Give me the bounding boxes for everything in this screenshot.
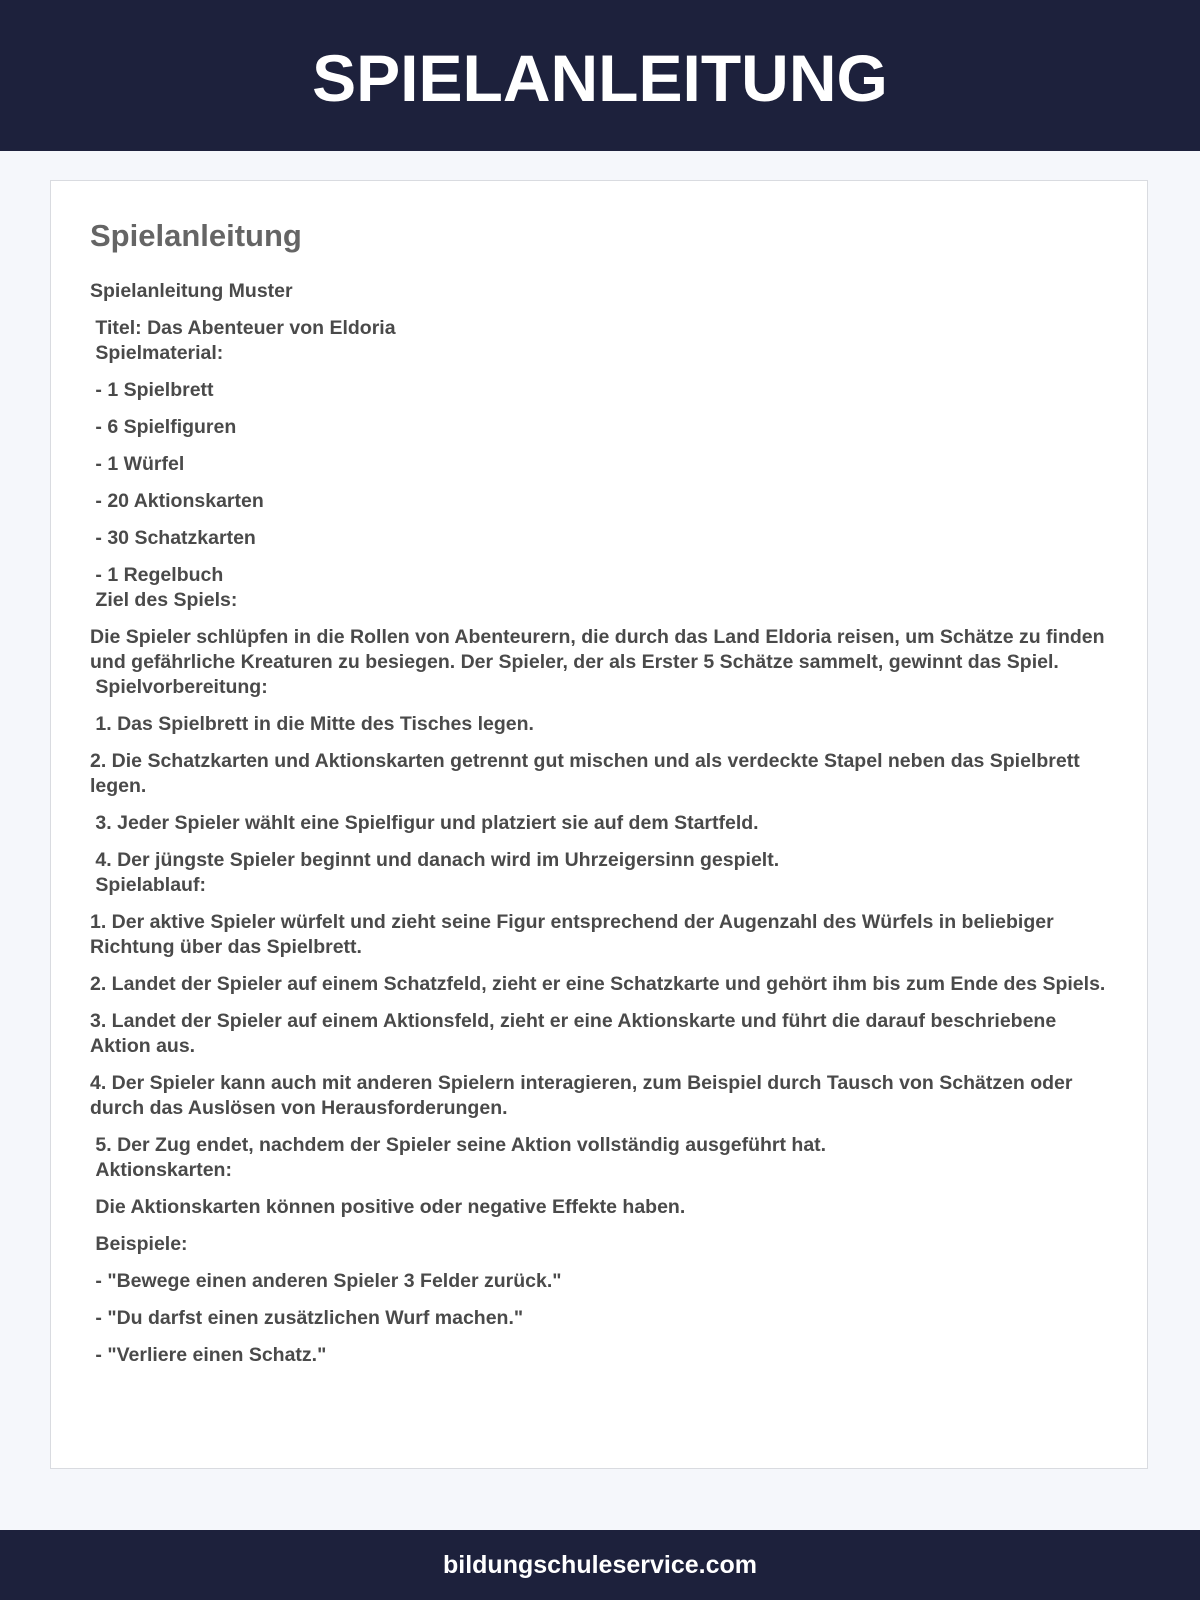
section-heading-material: Spielmaterial: — [90, 342, 224, 365]
document-body — [90, 279, 1109, 1368]
subtitle-line: Spielanleitung Muster — [90, 280, 293, 303]
section-heading-setup: Spielvorbereitung: — [90, 676, 268, 699]
material-item: - 1 Spielbrett — [90, 379, 214, 402]
setup-step: 2. Die Schatzkarten und Aktionskarten getrennt gut mischen und als verdeckte Stapel neben das Spielbrett legen. — [90, 750, 1086, 798]
footer-site-name: bildungschuleservice.com — [443, 1550, 757, 1579]
material-item: - 1 Regelbuch — [90, 564, 224, 587]
goal-paragraph: Die Spieler schlüpfen in die Rollen von Abenteurern, die durch das Land Eldoria reisen, um Schätze zu finden und gefährliche Kreaturen zu besiegen. Der Spieler, der als Erster 5 Schätze sammelt, gewinnt das Spiel. — [90, 626, 1110, 674]
example-item: - "Verliere einen Schatz." — [90, 1344, 327, 1367]
document-title: Spielanleitung — [90, 218, 302, 253]
banner-title: SPIELANLEITUNG — [312, 40, 888, 115]
material-item: - 1 Würfel — [90, 453, 185, 476]
section-heading-action-cards: Aktionskarten: — [90, 1159, 232, 1182]
material-item: - 20 Aktionskarten — [90, 490, 264, 513]
material-item: - 6 Spielfiguren — [90, 416, 237, 439]
game-title-line: Titel: Das Abenteuer von Eldoria — [90, 317, 396, 340]
material-item: - 30 Schatzkarten — [90, 527, 256, 550]
gameplay-step: 4. Der Spieler kann auch mit anderen Spielern interagieren, zum Beispiel durch Tausch von Schätzen oder durch das Auslösen von Herausforderungen. — [90, 1072, 1078, 1120]
gameplay-step: 3. Landet der Spieler auf einem Aktionsfeld, zieht er eine Aktionskarte und führt die darauf beschriebene Aktion aus. — [90, 1010, 1061, 1058]
example-item: - "Du darfst einen zusätzlichen Wurf machen." — [90, 1307, 524, 1330]
example-item: - "Bewege einen anderen Spieler 3 Felder zurück." — [90, 1270, 562, 1293]
gameplay-step: 2. Landet der Spieler auf einem Schatzfeld, zieht er eine Schatzkarte und gehört ihm bis zum Ende des Spiels. — [90, 973, 1106, 996]
gameplay-step: 1. Der aktive Spieler würfelt und zieht seine Figur entsprechend der Augenzahl des Würfels in beliebiger Richtung über das Spielbrett. — [90, 911, 1060, 959]
section-heading-gameplay: Spielablauf: — [90, 874, 206, 897]
examples-heading: Beispiele: — [90, 1233, 188, 1256]
header-banner — [0, 0, 1200, 151]
setup-step: 1. Das Spielbrett in die Mitte des Tisches legen. — [90, 713, 534, 736]
section-heading-goal: Ziel des Spiels: — [90, 589, 238, 612]
setup-step: 3. Jeder Spieler wählt eine Spielfigur und platziert sie auf dem Startfeld. — [90, 812, 759, 835]
action-cards-paragraph: Die Aktionskarten können positive oder negative Effekte haben. — [90, 1196, 686, 1219]
document-card — [50, 180, 1148, 1469]
gameplay-step: 5. Der Zug endet, nachdem der Spieler seine Aktion vollständig ausgeführt hat. — [90, 1134, 827, 1157]
footer-banner — [0, 1530, 1200, 1600]
setup-step: 4. Der jüngste Spieler beginnt und danach wird im Uhrzeigersinn gespielt. — [90, 849, 780, 872]
